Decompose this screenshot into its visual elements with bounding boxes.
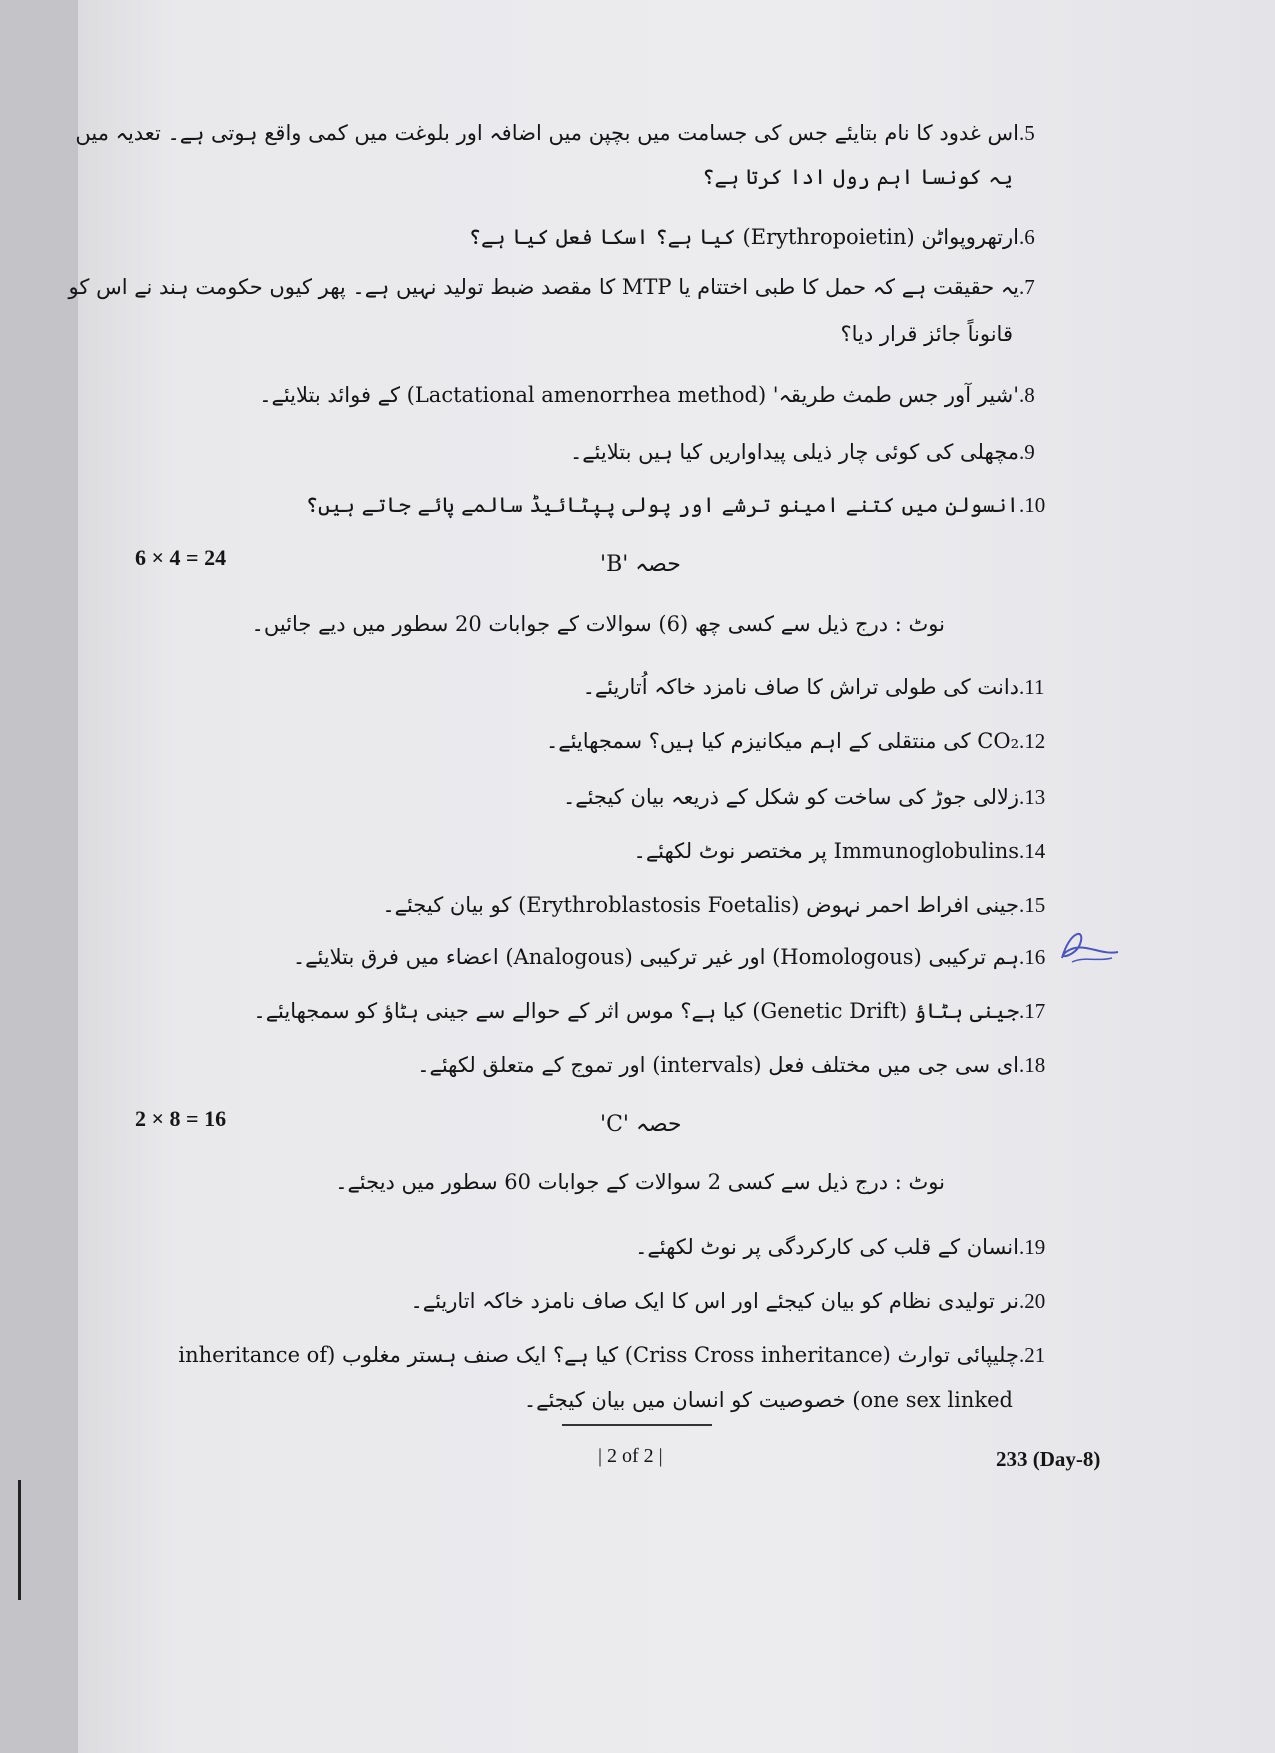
question-10: .10انسولن میں کتنے امینو ترشے اور پولی پپٹائیڈ سالمے پائے جاتے ہیں؟ [305, 493, 1046, 517]
question-21-continued: one sex linked) خصوصیت کو انسان میں بیان کیجئے۔ [523, 1388, 1013, 1412]
section-c-marks: 2 × 8 = 16 [135, 1106, 227, 1131]
question-13: .13زلالی جوڑ کی ساخت کو شکل کے ذریعہ بیان کیجئے۔ [562, 785, 1046, 809]
scan-margin [0, 0, 78, 1753]
question-5: .5اس غدود کا نام بتایئے جس کی جسامت میں بچپن میں اضافہ اور بلوغت میں کمی واقع ہوتی ہے۔ تعدیہ میں [75, 121, 1035, 145]
question-15: .15جینی افراط احمر نہوض (Erythroblastosis Foetalis) کو بیان کیجئے۔ [382, 893, 1046, 917]
question-7-continued: قانوناً جائز قرار دیا؟ [840, 322, 1013, 346]
question-21: .21چلیپائی توارث (Criss Cross inheritance) کیا ہے؟ ایک صنف ہستر مغلوب (inheritance of [178, 1343, 1046, 1367]
section-b-note: نوٹ : درج ذیل سے کسی چھ (6) سوالات کے جوابات 20 سطور میں دیے جائیں۔ [251, 612, 945, 636]
question-7: .7یہ حقیقت ہے کہ حمل کا طبی اختتام یا MTP کا مقصد ضبط تولید نہیں ہے۔ پھر کیوں حکومت ہند نے اس کو [68, 275, 1035, 299]
question-11: .11دانت کی طولی تراش کا صاف نامزد خاکہ اُتاریئے۔ [582, 675, 1045, 699]
section-c-note: نوٹ : درج ذیل سے کسی 2 سوالات کے جوابات 60 سطور میں دیجئے۔ [335, 1170, 945, 1194]
question-6: .6ارتھروپواٹن (Erythropoietin) کیا ہے؟ اسکا فعل کیا ہے؟ [468, 225, 1035, 249]
page-number: | 2 of 2 | [598, 1445, 663, 1467]
exam-page [78, 0, 1275, 1753]
section-b-marks: 6 × 4 = 24 [135, 545, 227, 570]
section-c-heading: حصہ 'C' [600, 1112, 682, 1137]
section-b-heading: حصہ 'B' [600, 552, 681, 577]
question-19: .19انسان کے قلب کی کارکردگی پر نوٹ لکھئے۔ [635, 1235, 1046, 1259]
question-9: .9مچھلی کی کوئی چار ذیلی پیداواریں کیا ہیں بتلایئے۔ [569, 440, 1035, 464]
question-5-continued: یہ کونسا اہم رول ادا کرتا ہے؟ [702, 165, 1013, 189]
question-18: .18ای سی جی میں مختلف فعل (intervals) اور تموج کے متعلق لکھئے۔ [417, 1053, 1046, 1077]
question-8: .8'شیر آور جس طمث طریقہ' (Lactational amenorrhea method) کے فوائد بتلایئے۔ [259, 383, 1035, 407]
question-12: .12CO₂ کی منتقلی کے اہم میکانیزم کیا ہیں؟ سمجھایئے۔ [545, 729, 1046, 753]
end-rule [562, 1424, 712, 1426]
question-16: .16ہم ترکیبی (Homologous) اور غیر ترکیبی (Analogous) اعضاء میں فرق بتلایئے۔ [292, 945, 1046, 969]
handwritten-mark [1052, 922, 1122, 974]
question-20: .20نر تولیدی نظام کو بیان کیجئے اور اس کا ایک صاف نامزد خاکہ اتاریئے۔ [410, 1289, 1046, 1313]
binding-mark [18, 1480, 21, 1600]
question-14: .14Immunoglobulins پر مختصر نوٹ لکھئے۔ [633, 839, 1046, 863]
question-17: .17جینی ہٹاؤ (Genetic Drift) کیا ہے؟ موس اثر کے حوالے سے جینی ہٹاؤ کو سمجھایئے۔ [253, 999, 1046, 1023]
paper-code: 233 (Day-8) [996, 1447, 1101, 1471]
